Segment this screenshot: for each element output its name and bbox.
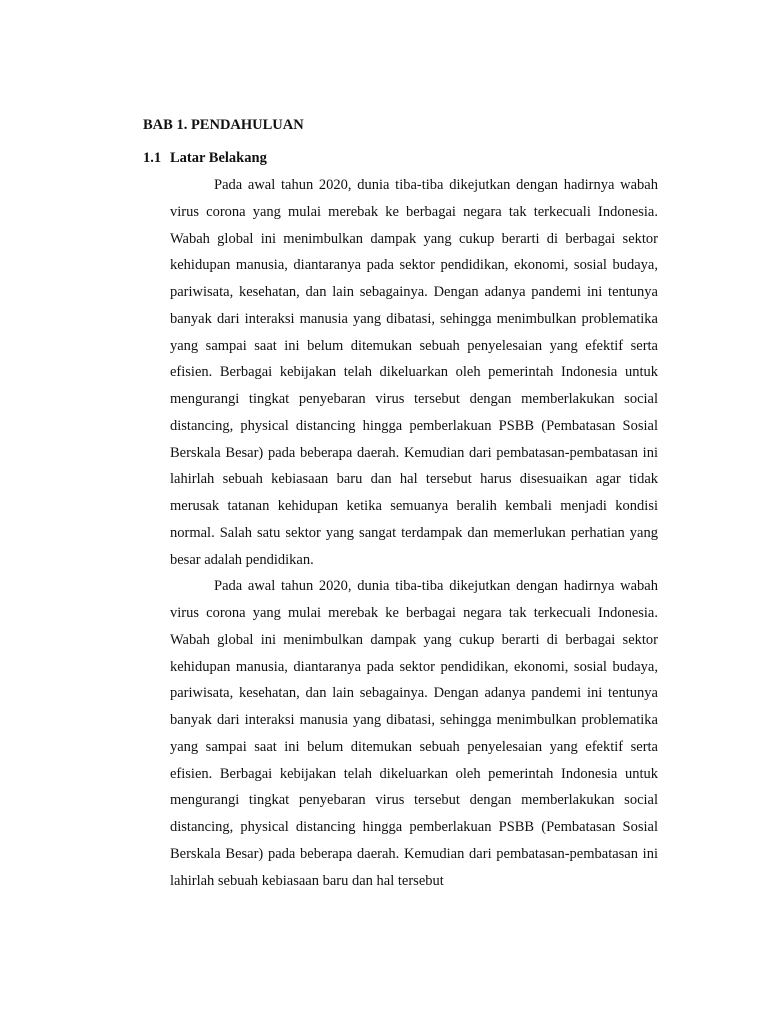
section-number: 1.1 bbox=[143, 150, 162, 166]
section-title: Latar Belakang bbox=[170, 150, 267, 166]
body-text bbox=[170, 172, 658, 894]
paragraph-1: Pada awal tahun 2020, dunia tiba-tiba dikejutkan dengan hadirnya wabah virus corona yang mulai merebak ke berbagai negara tak terkecuali Indonesia. Wabah global ini menimbulkan dampak yang cukup berarti di berbagai sektor kehidupan manusia, diantaranya pada sektor pendidikan, ekonomi, sosial budaya, pariwisata, kesehatan, dan lain sebagainya. Dengan adanya pandemi ini tentunya banyak dari interaksi manusia yang dibatasi, sehingga menimbulkan problematika yang sampai saat ini belum ditemukan sebuah penyelesaian yang efektif serta efisien. Berbagai kebijakan telah dikeluarkan oleh pemerintah Indonesia untuk mengurangi tingkat penyebaran virus tersebut dengan memberlakukan social distancing, physical distancing hingga pemberlakuan PSBB (Pembatasan Sosial Berskala Besar) pada beberapa daerah. Kemudian dari pembatasan-pembatasan ini lahirlah sebuah kebiasaan baru dan hal tersebut harus disesuaikan agar tidak merusak tatanan kehidupan ketika semuanya beralih kembali menjadi kondisi normal. Salah satu sektor yang sangat terdampak dan memerlukan perhatian yang besar adalah pendidikan. bbox=[170, 177, 658, 568]
chapter-title: BAB 1. PENDAHULUAN bbox=[143, 117, 304, 133]
section-heading bbox=[143, 148, 267, 168]
paragraph-2: Pada awal tahun 2020, dunia tiba-tiba dikejutkan dengan hadirnya wabah virus corona yang mulai merebak ke berbagai negara tak terkecuali Indonesia. Wabah global ini menimbulkan dampak yang cukup berarti di berbagai sektor kehidupan manusia, diantaranya pada sektor pendidikan, ekonomi, sosial budaya, pariwisata, kesehatan, dan lain sebagainya. Dengan adanya pandemi ini tentunya banyak dari interaksi manusia yang dibatasi, sehingga menimbulkan problematika yang sampai saat ini belum ditemukan sebuah penyelesaian yang efektif serta efisien. Berbagai kebijakan telah dikeluarkan oleh pemerintah Indonesia untuk mengurangi tingkat penyebaran virus tersebut dengan memberlakukan social distancing, physical distancing hingga pemberlakuan PSBB (Pembatasan Sosial Berskala Besar) pada beberapa daerah. Kemudian dari pembatasan-pembatasan ini lahirlah sebuah kebiasaan baru dan hal tersebut bbox=[170, 578, 658, 889]
